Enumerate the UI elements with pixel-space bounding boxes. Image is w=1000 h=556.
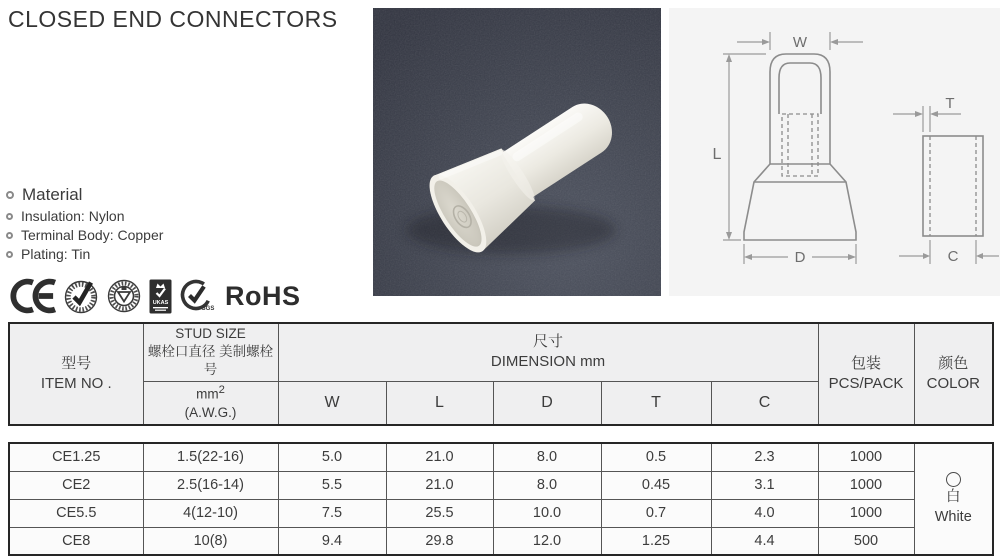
cell-pcs: 1000 bbox=[818, 443, 914, 471]
bullet-icon bbox=[6, 232, 13, 239]
cell-d: 8.0 bbox=[493, 443, 601, 471]
dim-label-l: L bbox=[712, 146, 722, 163]
dimension-drawing-svg bbox=[669, 8, 1000, 296]
header-stud-unit: $mm^2$ (A.W.G.) bbox=[143, 381, 278, 425]
header-col-d: D bbox=[493, 381, 601, 425]
cell-l: 29.8 bbox=[386, 527, 493, 555]
svg-text:UKAS: UKAS bbox=[152, 299, 169, 306]
material-item-insulation bbox=[6, 208, 163, 224]
spec-table-body bbox=[8, 442, 994, 556]
header-col-t: T bbox=[601, 381, 711, 425]
cell-w: 5.5 bbox=[278, 471, 386, 499]
white-circle-icon bbox=[946, 472, 961, 487]
header-col-c: C bbox=[711, 381, 818, 425]
material-item-label: Insulation: Nylon bbox=[21, 208, 125, 224]
closed-end-connector-photo bbox=[373, 8, 661, 296]
cell-item-no: CE5.5 bbox=[9, 499, 143, 527]
material-item-terminal-body bbox=[6, 227, 163, 243]
cell-stud-size: 2.5(16-14) bbox=[143, 471, 278, 499]
ce-mark-icon bbox=[6, 278, 56, 314]
table-row bbox=[9, 527, 993, 555]
cell-d: 10.0 bbox=[493, 499, 601, 527]
cell-c: 3.1 bbox=[711, 471, 818, 499]
cell-l: 25.5 bbox=[386, 499, 493, 527]
cell-l: 21.0 bbox=[386, 471, 493, 499]
header-pcs-pack: 包装 PCS/PACK bbox=[818, 323, 914, 425]
header-col-l: L bbox=[386, 381, 493, 425]
cell-stud-size: 4(12-10) bbox=[143, 499, 278, 527]
cell-color: 白 White bbox=[914, 443, 993, 555]
material-item-label: Plating: Tin bbox=[21, 246, 91, 262]
certification-row bbox=[6, 276, 301, 316]
header-dimension: 尺寸 DIMENSION mm bbox=[278, 323, 818, 381]
header-item-no: 型号 ITEM NO . bbox=[9, 323, 143, 425]
product-photo bbox=[373, 8, 661, 296]
material-heading-row bbox=[6, 185, 163, 205]
bullet-icon bbox=[6, 213, 13, 220]
header-color: 颜色 COLOR bbox=[914, 323, 993, 425]
cell-t: 0.7 bbox=[601, 499, 711, 527]
table-gap bbox=[8, 426, 992, 434]
cell-c: 4.0 bbox=[711, 499, 818, 527]
bullet-icon bbox=[6, 191, 14, 199]
cell-pcs: 1000 bbox=[818, 471, 914, 499]
dim-label-w: W bbox=[792, 34, 808, 51]
cell-t: 0.5 bbox=[601, 443, 711, 471]
dim-label-d: D bbox=[794, 249, 806, 266]
cell-item-no: CE1.25 bbox=[9, 443, 143, 471]
cell-w: 5.0 bbox=[278, 443, 386, 471]
dim-label-t: T bbox=[945, 95, 955, 112]
material-section bbox=[6, 185, 163, 265]
cell-t: 1.25 bbox=[601, 527, 711, 555]
table-row bbox=[9, 443, 993, 471]
cell-w: 9.4 bbox=[278, 527, 386, 555]
table-row bbox=[9, 499, 993, 527]
header-col-w: W bbox=[278, 381, 386, 425]
ukas-badge-icon bbox=[149, 279, 172, 314]
cell-l: 21.0 bbox=[386, 443, 493, 471]
cell-c: 4.4 bbox=[711, 527, 818, 555]
cell-c: 2.3 bbox=[711, 443, 818, 471]
cell-item-no: CE2 bbox=[9, 471, 143, 499]
rohs-label: RoHS bbox=[225, 280, 301, 311]
material-item-plating bbox=[6, 246, 163, 262]
header-stud-size: STUD SIZE 螺栓口直径 美制螺栓号 bbox=[143, 323, 278, 381]
cell-d: 12.0 bbox=[493, 527, 601, 555]
material-item-label: Terminal Body: Copper bbox=[21, 227, 164, 243]
cell-item-no: CE8 bbox=[9, 527, 143, 555]
dimension-drawing bbox=[669, 8, 1000, 296]
cell-t: 0.45 bbox=[601, 471, 711, 499]
cell-d: 8.0 bbox=[493, 471, 601, 499]
cell-pcs: 1000 bbox=[818, 499, 914, 527]
cell-pcs: 500 bbox=[818, 527, 914, 555]
dim-label-c: C bbox=[947, 248, 959, 265]
bullet-icon bbox=[6, 251, 13, 258]
cell-w: 7.5 bbox=[278, 499, 386, 527]
iso-registered-badge-icon bbox=[106, 278, 142, 314]
material-heading: Material bbox=[22, 185, 83, 204]
table-row bbox=[9, 471, 993, 499]
svg-text:SGS: SGS bbox=[201, 306, 215, 312]
spec-table-header bbox=[8, 322, 994, 426]
cell-stud-size: 1.5(22-16) bbox=[143, 443, 278, 471]
cell-stud-size: 10(8) bbox=[143, 527, 278, 555]
weee-compliant-badge-icon bbox=[63, 278, 99, 314]
page-title: CLOSED END CONNECTORS bbox=[8, 6, 338, 32]
sgs-badge-icon bbox=[179, 278, 215, 314]
spec-table bbox=[8, 322, 992, 556]
